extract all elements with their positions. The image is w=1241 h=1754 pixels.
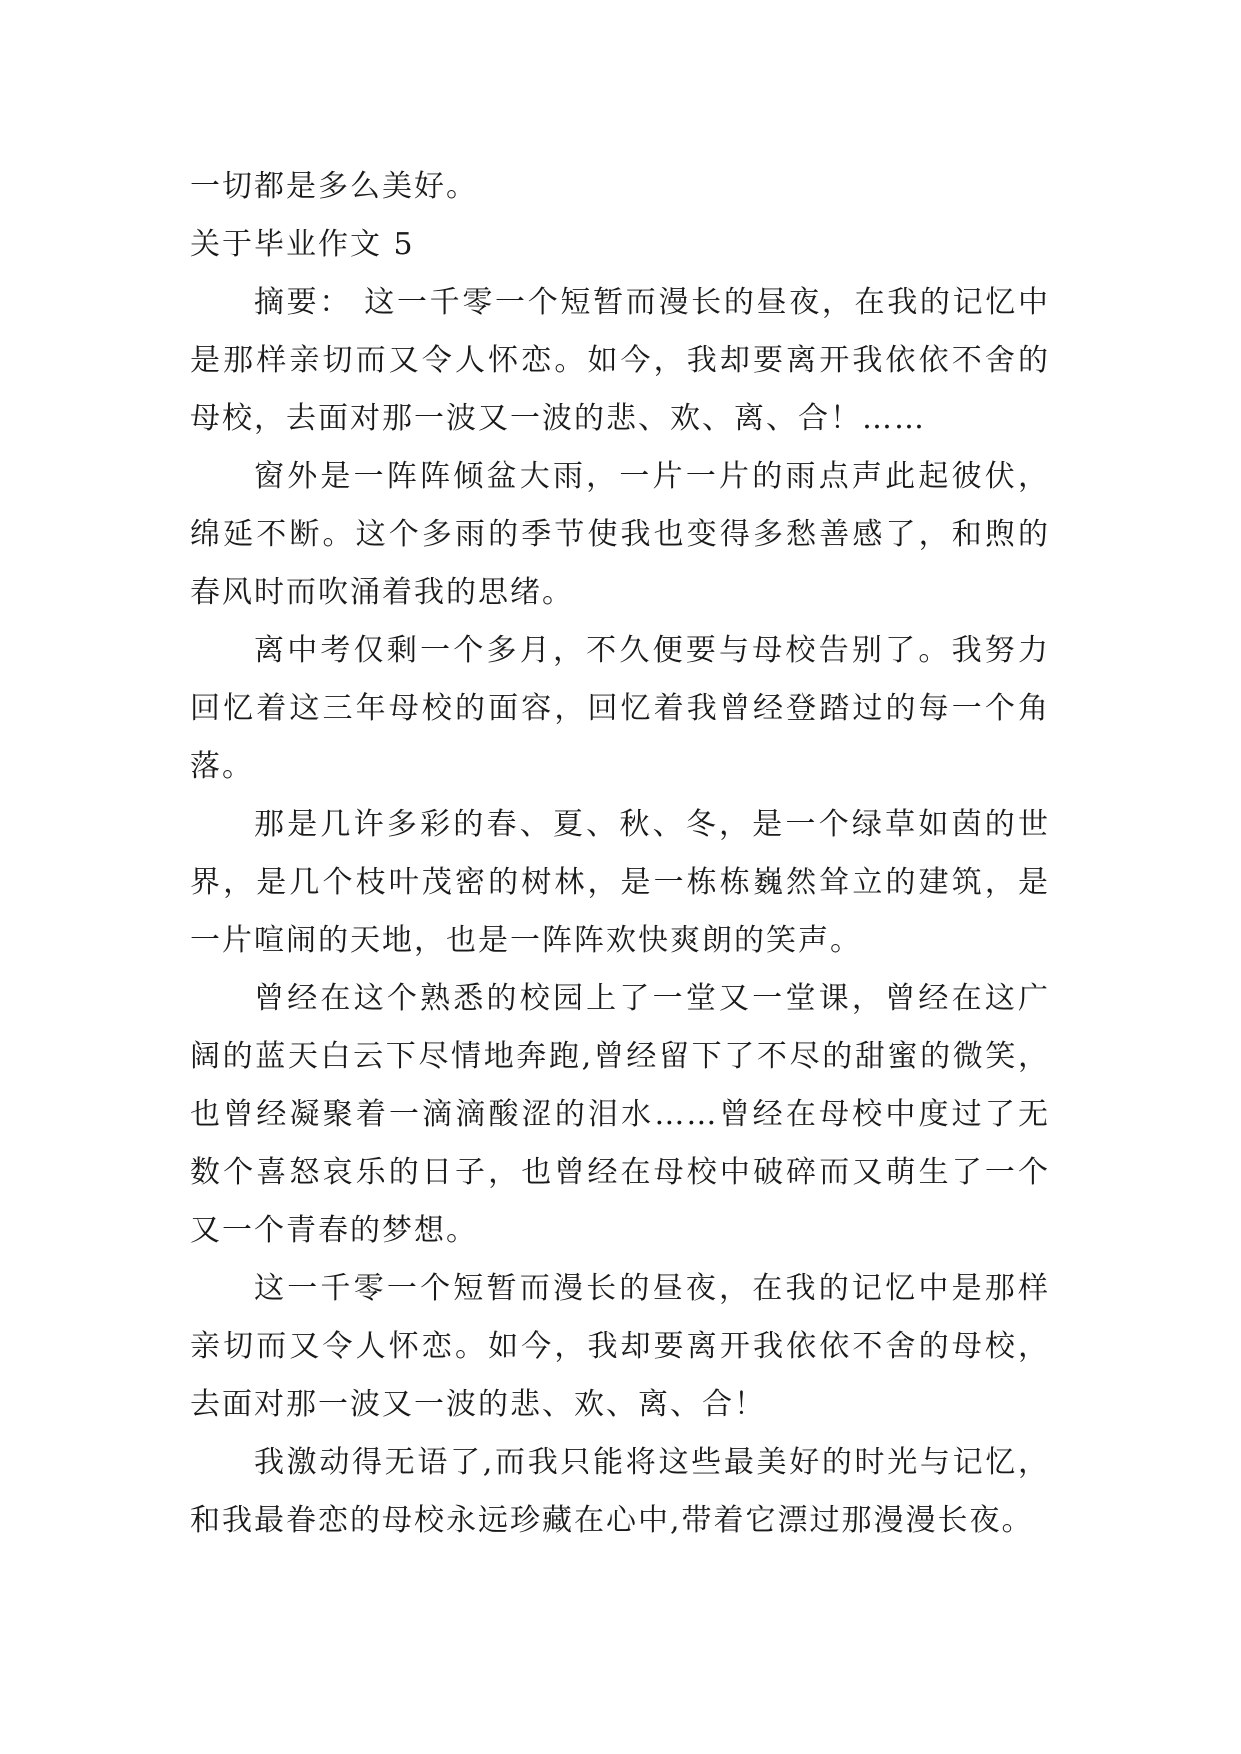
paragraph: 窗外是一阵阵倾盆大雨，一片一片的雨点声此起彼伏，绵延不断。这个多雨的季节使我也变得多愁善感了，和煦的春风时而吹涌着我的思绪。 bbox=[190, 459, 1050, 610]
paragraph: 离中考仅剩一个多月，不久便要与母校告别了。我努力回忆着这三年母校的面容，回忆着我曾经登踏过的每一个角落。 bbox=[190, 633, 1050, 784]
document-body bbox=[190, 158, 1050, 1550]
paragraph: 那是几许多彩的春、夏、秋、冬，是一个绿草如茵的世界，是几个枝叶茂密的树林，是一栋栋巍然耸立的建筑，是一片喧闹的天地，也是一阵阵欢快爽朗的笑声。 bbox=[190, 807, 1050, 958]
continuation-line: 一切都是多么美好。 bbox=[190, 169, 478, 204]
essay-title: 关于毕业作文 5 bbox=[190, 227, 415, 262]
paragraph-abstract: 摘要： 这一千零一个短暂而漫长的昼夜，在我的记忆中是那样亲切而又令人怀恋。如今，我却要离开我依依不舍的母校，去面对那一波又一波的悲、欢、离、合！…… bbox=[190, 285, 1050, 436]
paragraph-closing: 我激动得无语了,而我只能将这些最美好的时光与记忆，和我最眷恋的母校永远珍藏在心中,带着它漂过那漫漫长夜。 bbox=[190, 1445, 1050, 1538]
paragraph: 曾经在这个熟悉的校园上了一堂又一堂课，曾经在这广阔的蓝天白云下尽情地奔跑,曾经留下了不尽的甜蜜的微笑，也曾经凝聚着一滴滴酸涩的泪水……曾经在母校中度过了无数个喜怒哀乐的日子，也曾经在母校中破碎而又萌生了一个又一个青春的梦想。 bbox=[190, 981, 1050, 1248]
paragraph: 这一千零一个短暂而漫长的昼夜，在我的记忆中是那样亲切而又令人怀恋。如今，我却要离开我依依不舍的母校，去面对那一波又一波的悲、欢、离、合！ bbox=[190, 1271, 1050, 1422]
